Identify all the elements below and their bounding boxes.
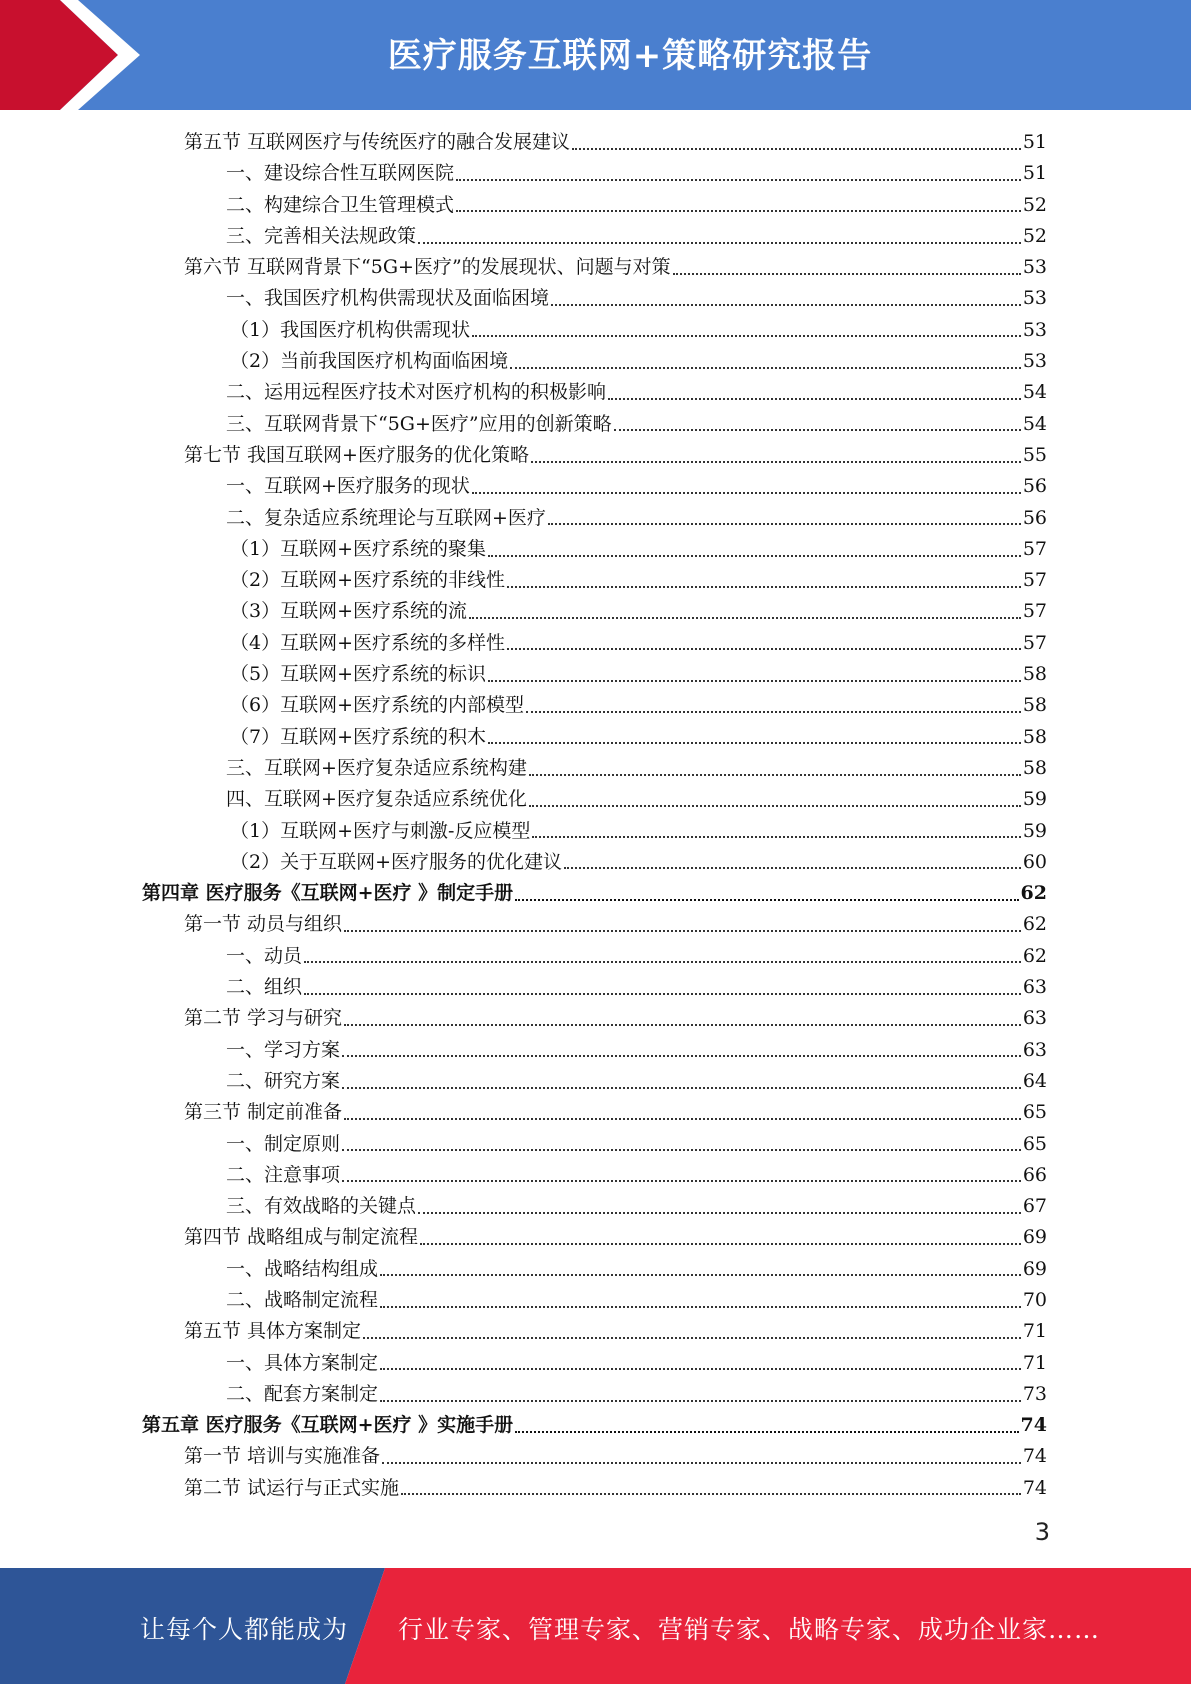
toc-entry-page: 71: [1022, 1351, 1047, 1374]
toc-entry-page: 58: [1022, 694, 1047, 717]
toc-dot-leader: [380, 1306, 1021, 1308]
toc-entry-page: 51: [1022, 162, 1047, 185]
toc-entry-page: 63: [1022, 1007, 1047, 1030]
toc-subsection-row[interactable]: [142, 190, 1047, 221]
toc-entry-label: 三、互联网背景下“5G+医疗”应用的创新策略: [226, 412, 612, 435]
toc-dot-leader: [515, 899, 1018, 901]
toc-dot-leader: [488, 555, 1021, 557]
toc-entry-page: 51: [1022, 131, 1047, 153]
toc-section-row[interactable]: [142, 1316, 1047, 1347]
footer-banner: [0, 1568, 1191, 1684]
toc-subsection-row[interactable]: [142, 377, 1047, 408]
toc-subsection-row[interactable]: [142, 471, 1047, 502]
toc-dot-leader: [469, 617, 1021, 619]
toc-entry-page: 52: [1022, 224, 1047, 247]
toc-dot-leader: [344, 930, 1021, 932]
toc-section-row[interactable]: [142, 440, 1047, 471]
toc-subsection-row[interactable]: [142, 659, 1047, 690]
toc-entry-label: 二、战略制定流程: [226, 1288, 379, 1311]
toc-entry-page: 63: [1022, 1038, 1047, 1061]
toc-entry-page: 53: [1022, 287, 1047, 310]
toc-subsection-row[interactable]: [142, 1129, 1047, 1160]
toc-entry-label: 一、学习方案: [226, 1038, 341, 1061]
footer-slogan-right: 行业专家、管理专家、营销专家、战略专家、成功企业家……: [398, 1615, 1101, 1644]
toc-chapter-row[interactable]: [142, 878, 1047, 909]
toc-entry-page: 62: [1022, 913, 1047, 936]
toc-entry-label: 四、互联网+医疗复杂适应系统优化: [226, 788, 527, 811]
toc-subsection-row[interactable]: [142, 1035, 1047, 1066]
toc-section-row[interactable]: [142, 1473, 1047, 1504]
toc-subsection-row[interactable]: [142, 753, 1047, 784]
toc-dot-leader: [418, 1212, 1021, 1214]
toc-entry-label: 二、注意事项: [226, 1163, 341, 1186]
toc-entry-page: 54: [1022, 412, 1047, 435]
toc-section-row[interactable]: [142, 1222, 1047, 1253]
toc-subsection-row[interactable]: [142, 722, 1047, 753]
toc-section-row[interactable]: [142, 909, 1047, 940]
toc-entry-label: 第七节 我国互联网+医疗服务的优化策略: [184, 443, 529, 466]
toc-dot-leader: [572, 148, 1021, 150]
toc-dot-leader: [418, 242, 1021, 244]
toc-dot-leader: [344, 1024, 1021, 1026]
toc-dot-leader: [529, 805, 1021, 807]
toc-dot-leader: [526, 711, 1021, 713]
toc-dot-leader: [564, 867, 1021, 869]
toc-dot-leader: [551, 304, 1021, 306]
toc-entry-label: 一、互联网+医疗服务的现状: [226, 475, 470, 498]
toc-entry-label: （2）当前我国医疗机构面临困境: [230, 350, 509, 373]
toc-entry-label: 一、具体方案制定: [226, 1351, 379, 1374]
toc-entry-label: 三、有效战略的关键点: [226, 1195, 417, 1218]
toc-dot-leader: [342, 1055, 1021, 1057]
toc-entry-label: （6）互联网+医疗系统的内部模型: [230, 694, 525, 717]
toc-dot-leader: [608, 398, 1021, 400]
toc-entry-label: 一、战略结构组成: [226, 1257, 379, 1280]
toc-entry-page: 69: [1022, 1257, 1047, 1280]
toc-entry-page: 74: [1022, 1476, 1047, 1499]
toc-entry-label: 第五章 医疗服务《互联网+医疗 》实施手册: [142, 1414, 514, 1437]
toc-entry-page: 69: [1022, 1226, 1047, 1249]
toc-dot-leader: [304, 961, 1021, 963]
toc-entry-page: 59: [1022, 788, 1047, 811]
toc-dot-leader: [529, 774, 1021, 776]
toc-entry-page: 55: [1022, 443, 1047, 466]
toc-entry-page: 70: [1022, 1288, 1047, 1311]
toc-entry-label: 第四节 战略组成与制定流程: [184, 1226, 419, 1249]
toc-subsection-row[interactable]: [142, 1160, 1047, 1191]
toc-subsection-row[interactable]: [142, 690, 1047, 721]
toc-entry-page: 57: [1022, 600, 1047, 623]
toc-entry-label: 第五节 互联网医疗与传统医疗的融合发展建议: [184, 131, 571, 153]
toc-entry-label: 三、完善相关法规政策: [226, 224, 417, 247]
toc-subsection-row[interactable]: [142, 1254, 1047, 1285]
toc-entry-page: 56: [1022, 506, 1047, 529]
toc-entry-page: 62: [1020, 882, 1047, 905]
toc-dot-leader: [488, 680, 1021, 682]
toc-subsection-row[interactable]: [142, 221, 1047, 252]
toc-entry-page: 57: [1022, 537, 1047, 560]
toc-section-row[interactable]: [142, 1003, 1047, 1034]
toc-entry-page: 64: [1022, 1069, 1047, 1092]
toc-entry-page: 53: [1022, 318, 1047, 341]
toc-subsection-row[interactable]: [142, 565, 1047, 596]
toc-dot-leader: [515, 1431, 1018, 1433]
toc-section-row[interactable]: [142, 1441, 1047, 1472]
toc-entry-page: 67: [1022, 1195, 1047, 1218]
toc-entry-page: 65: [1022, 1101, 1047, 1124]
toc-subsection-row[interactable]: [142, 346, 1047, 377]
toc-dot-leader: [548, 523, 1021, 525]
toc-entry-label: 二、配套方案制定: [226, 1382, 379, 1405]
toc-entry-page: 73: [1022, 1382, 1047, 1405]
toc-subsection-row[interactable]: [142, 409, 1047, 440]
toc-entry-page: 59: [1022, 819, 1047, 842]
toc-entry-label: 二、运用远程医疗技术对医疗机构的积极影响: [226, 381, 607, 404]
header-arrow-icon: [0, 0, 160, 110]
header-bar: [0, 0, 1191, 110]
toc-entry-label: 第一节 动员与组织: [184, 913, 343, 936]
toc-entry-page: 57: [1022, 631, 1047, 654]
toc-entry-label: （2）互联网+医疗系统的非线性: [230, 569, 506, 592]
toc-subsection-row[interactable]: [142, 315, 1047, 346]
toc-entry-page: 54: [1022, 381, 1047, 404]
toc-dot-leader: [342, 1087, 1021, 1089]
toc-entry-label: 第二节 试运行与正式实施: [184, 1476, 400, 1499]
toc-dot-leader: [304, 993, 1021, 995]
toc-subsection-row[interactable]: [142, 628, 1047, 659]
page-number: 3: [1034, 1518, 1050, 1546]
toc-entry-label: 一、我国医疗机构供需现状及面临困境: [226, 287, 550, 310]
toc-dot-leader: [363, 1337, 1021, 1339]
toc-entry-label: 一、制定原则: [226, 1132, 341, 1155]
footer-slogan-left: 让每个人都能成为: [140, 1615, 349, 1644]
toc-entry-page: 58: [1022, 756, 1047, 779]
toc-subsection-row[interactable]: [142, 503, 1047, 534]
toc-entry-label: （1）互联网+医疗与刺激-反应模型: [230, 819, 531, 842]
toc-entry-page: 60: [1022, 850, 1047, 873]
toc-entry-label: 二、复杂适应系统理论与互联网+医疗: [226, 506, 546, 529]
toc-subsection-row[interactable]: [142, 1348, 1047, 1379]
toc-subsection-row[interactable]: [142, 534, 1047, 565]
toc-section-row[interactable]: [142, 1097, 1047, 1128]
toc-entry-label: 第三节 制定前准备: [184, 1101, 343, 1124]
toc-entry-label: 第五节 具体方案制定: [184, 1320, 362, 1343]
toc-dot-leader: [532, 836, 1020, 838]
toc-entry-label: （3）互联网+医疗系统的流: [230, 600, 468, 623]
toc-subsection-row[interactable]: [142, 158, 1047, 189]
toc-section-row[interactable]: [142, 252, 1047, 283]
toc-entry-label: 二、组织: [226, 976, 303, 999]
toc-dot-leader: [510, 367, 1021, 369]
toc-dot-leader: [342, 1180, 1021, 1182]
toc-dot-leader: [507, 586, 1021, 588]
toc-dot-leader: [380, 1368, 1021, 1370]
toc-dot-leader: [342, 1149, 1021, 1151]
toc-entry-page: 58: [1022, 725, 1047, 748]
toc-subsection-row[interactable]: [142, 283, 1047, 314]
toc-dot-leader: [344, 1118, 1021, 1120]
toc-subsection-row[interactable]: [142, 847, 1047, 878]
toc-subsection-row[interactable]: [142, 596, 1047, 627]
toc-section-row[interactable]: [142, 127, 1047, 158]
toc-entry-page: 71: [1022, 1320, 1047, 1343]
toc-entry-page: 58: [1022, 663, 1047, 686]
toc-subsection-row[interactable]: [142, 972, 1047, 1003]
toc-dot-leader: [456, 210, 1021, 212]
toc-entry-label: （4）互联网+医疗系统的多样性: [230, 631, 506, 654]
toc-entry-label: 二、构建综合卫生管理模式: [226, 193, 455, 216]
toc-dot-leader: [614, 429, 1021, 431]
toc-dot-leader: [401, 1493, 1021, 1495]
toc-entry-page: 56: [1022, 475, 1047, 498]
toc-dot-leader: [382, 1462, 1021, 1464]
toc-entry-label: 二、研究方案: [226, 1069, 341, 1092]
toc-dot-leader: [420, 1243, 1021, 1245]
toc-subsection-row[interactable]: [142, 941, 1047, 972]
toc-entry-label: （1）我国医疗机构供需现状: [230, 318, 471, 341]
table-of-contents: [142, 127, 1047, 1504]
toc-entry-label: （2）关于互联网+医疗服务的优化建议: [230, 850, 563, 873]
toc-entry-page: 53: [1022, 256, 1047, 279]
toc-entry-page: 74: [1020, 1414, 1047, 1437]
toc-entry-page: 74: [1022, 1445, 1047, 1468]
toc-entry-label: 第二节 学习与研究: [184, 1007, 343, 1030]
toc-dot-leader: [488, 742, 1021, 744]
toc-subsection-row[interactable]: [142, 816, 1047, 847]
toc-dot-leader: [380, 1400, 1021, 1402]
toc-subsection-row[interactable]: [142, 784, 1047, 815]
toc-entry-page: 65: [1022, 1132, 1047, 1155]
toc-dot-leader: [472, 492, 1021, 494]
toc-dot-leader: [380, 1274, 1021, 1276]
toc-entry-page: 57: [1022, 569, 1047, 592]
toc-entry-label: 第四章 医疗服务《互联网+医疗 》制定手册: [142, 882, 514, 905]
toc-entry-page: 66: [1022, 1163, 1047, 1186]
toc-entry-label: （7）互联网+医疗系统的积木: [230, 725, 487, 748]
toc-entry-label: （1）互联网+医疗系统的聚集: [230, 537, 487, 560]
toc-dot-leader: [673, 273, 1021, 275]
toc-entry-page: 62: [1022, 944, 1047, 967]
toc-dot-leader: [472, 335, 1021, 337]
header-title: 医疗服务互联网+策略研究报告: [387, 36, 873, 76]
toc-entry-page: 63: [1022, 976, 1047, 999]
toc-subsection-row[interactable]: [142, 1191, 1047, 1222]
toc-subsection-row[interactable]: [142, 1066, 1047, 1097]
toc-dot-leader: [507, 648, 1021, 650]
toc-chapter-row[interactable]: [142, 1410, 1047, 1441]
toc-dot-leader: [456, 179, 1021, 181]
toc-entry-label: 一、建设综合性互联网医院: [226, 162, 455, 185]
toc-entry-page: 53: [1022, 350, 1047, 373]
toc-subsection-row[interactable]: [142, 1285, 1047, 1316]
toc-entry-label: 一、动员: [226, 944, 303, 967]
toc-entry-label: （5）互联网+医疗系统的标识: [230, 663, 487, 686]
toc-entry-label: 三、互联网+医疗复杂适应系统构建: [226, 756, 527, 779]
toc-entry-page: 52: [1022, 193, 1047, 216]
toc-subsection-row[interactable]: [142, 1379, 1047, 1410]
toc-entry-label: 第一节 培训与实施准备: [184, 1445, 381, 1468]
toc-dot-leader: [531, 461, 1021, 463]
toc-entry-label: 第六节 互联网背景下“5G+医疗”的发展现状、问题与对策: [184, 256, 671, 279]
